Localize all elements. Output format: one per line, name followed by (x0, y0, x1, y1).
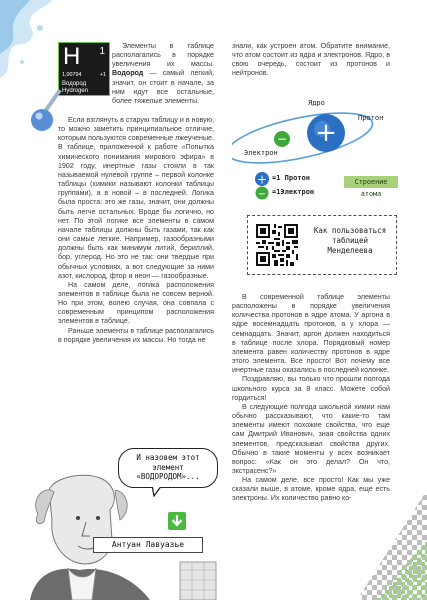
paragraph: На самом деле, логика расположения элементов в таблице была не совсем верной. Но при этом, волею случая, она совпала с современным принципом расположения элементов в таблице. (58, 280, 214, 326)
lavoisier-portrait (20, 470, 220, 600)
speech-bubble: И назовем этот элемент «ВОДОРОДОМ»... (118, 448, 218, 488)
svg-text:−: − (257, 189, 267, 200)
svg-text:−: − (276, 132, 288, 146)
qr-code-icon[interactable] (254, 222, 300, 268)
qr-caption: Как пользоваться таблицей Менделеева (313, 226, 387, 255)
right-column-text (232, 293, 390, 504)
paragraph: В следующие полгода школьной химии нам обычно рассказывают, что какие-то там элементы имеют похожие свойства, что еще сам Дмитрий Иванович, зная свойства одних элементов, предсказывал свойства других. Обычно в такие моменты у всех возникает вопрос: «Как он это делал? Он что, экстрасенс?» (232, 402, 390, 475)
corner-pattern-decoration (357, 490, 427, 600)
speech-tail (150, 485, 164, 497)
hydrogen-bold: Водород (112, 69, 144, 78)
element-name-ru: Водород (62, 81, 87, 87)
qr-code-box[interactable] (247, 215, 397, 275)
left-column-text (58, 116, 214, 345)
atomic-number: 1 (99, 46, 105, 57)
paragraph: Раньше элементы в таблице располагались в порядке увеличения их массы. Но тогда не (58, 326, 214, 344)
label-proton: Протон (358, 114, 384, 122)
svg-text:+: + (256, 172, 268, 187)
arrow-down-button[interactable] (168, 512, 186, 530)
intro-paragraph: Элементы в таблице располагались в порядке увеличения их массы. Водород — самый легкий, значит, он стоит в начале, за ним идут все остальные, более тяжелые элементы. (112, 42, 214, 105)
paragraph: На самом деле, все просто! Как мы уже сказали выше, в атоме, кроме ядра, еще есть электроны. Их количество равно ко- (232, 476, 390, 503)
legend-electron: =1Электрон (272, 188, 315, 196)
paragraph: В современной таблице элементы расположены в порядке увеличения количества протонов в ядре атома. У аргона в ядре восемнадцать протонов, а у хлора — семнадцать. Значит, аргон должен находиться в таблице после хлора. Порядковый номер элемента равен количеству протонов в ядре этого элемента. Все просто! Вот почему все инертные газы оказались в последней колонке. (232, 293, 390, 375)
atomic-mass: 1,00794 (62, 72, 82, 78)
svg-text:+: + (315, 118, 337, 148)
element-symbol: H (63, 43, 81, 70)
portrait-name-plate: Антуан Лавуазье (93, 537, 203, 553)
water-splash-decoration (0, 0, 60, 80)
valence: +1 (99, 72, 106, 78)
right-top-text: знали, как устроен атом. Обратите внимание, что атом состоит из ядра и электронов. Ядро, в свою очередь, состоит из протонов и нейтронов. (232, 42, 390, 78)
element-name-en: Hydrogen (62, 87, 89, 94)
paragraph: Если взглянуть в старую таблицу и в новую, то можно заметить принципиальное отличие, которым пользуются современные лжеученые. В таблице, приложенной к работе «Попытка химического понимания мирового эфира» в 1902 году, инертные газы стояли в так называемой нулевой группе – первой колонке таблицы (химики называют колонки таблицы группами), а в новой – в последней. Логика была проста: это же газы, значит, они должны быть легче остальных. Вроде бы логично, но нет. По этой логике все элементы в самом начале таблицы должны быть газами, так как они самые легкие. Например, газообразными должны быть как минимум литий, бериллий, бор, углерод. Но это не так: они твердые при обычных условиях, а вот следующие за ними азот, кислород, фтор и неон — газообразные. (58, 116, 214, 280)
legend-proton: =1 Протон (272, 174, 310, 182)
label-electron: Электрон (244, 149, 278, 157)
arrow-down-icon (168, 512, 186, 530)
label-nucleus: Ядро (308, 99, 325, 107)
paragraph: Поздравляю, вы только что прошли полгода школьного курса за 8 класс. Можете собой гордиться! (232, 375, 390, 402)
atom-structure-caption: Строение атома (344, 176, 398, 188)
